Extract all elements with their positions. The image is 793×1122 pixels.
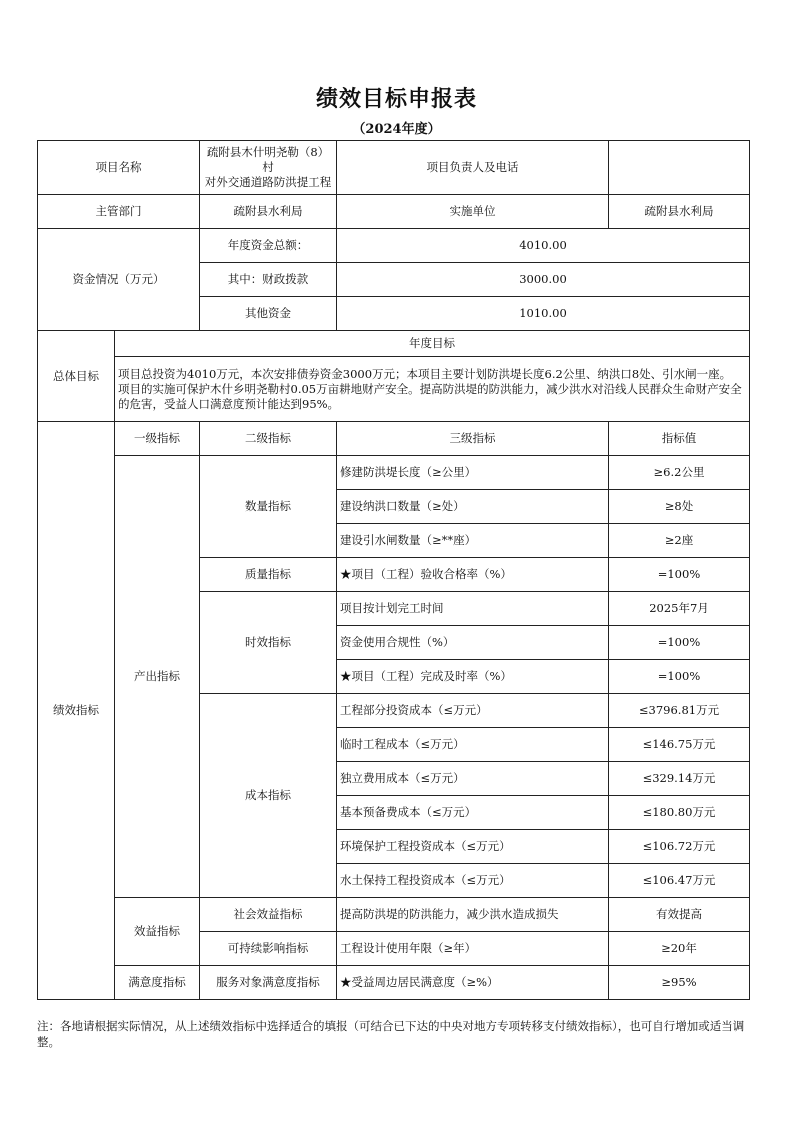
dept-row bbox=[38, 195, 750, 229]
performance-form-table bbox=[37, 140, 750, 1000]
perf-label: 绩效指标 bbox=[38, 422, 115, 1000]
indicator-value: ≥20年 bbox=[609, 932, 750, 966]
funds-fiscal-value: 3000.00 bbox=[337, 263, 750, 297]
responsible-label: 项目负责人及电话 bbox=[337, 141, 609, 195]
indicator-name: 建设纳洪口数量（≥处） bbox=[337, 490, 609, 524]
indicator-value: ≤106.47万元 bbox=[609, 864, 750, 898]
indicator-name: 工程部分投资成本（≤万元） bbox=[337, 694, 609, 728]
project-name-line1: 疏附县木什明尧勒（8）村 bbox=[206, 145, 330, 174]
indicator-value: ≥95% bbox=[609, 966, 750, 1000]
indicator-name: 基本预备费成本（≤万元） bbox=[337, 796, 609, 830]
funds-label: 资金情况（万元） bbox=[38, 229, 200, 331]
timeliness-label: 时效指标 bbox=[200, 592, 337, 694]
indicator-value: ≤329.14万元 bbox=[609, 762, 750, 796]
social-label: 社会效益指标 bbox=[200, 898, 337, 932]
output-label: 产出指标 bbox=[115, 456, 200, 898]
dept-label: 主管部门 bbox=[38, 195, 200, 229]
funds-fiscal-label: 其中：财政拨款 bbox=[200, 263, 337, 297]
cost-label: 成本指标 bbox=[200, 694, 337, 898]
funds-total-row bbox=[38, 229, 750, 263]
satisfaction-label: 满意度指标 bbox=[115, 966, 200, 1000]
indicator-value: 有效提高 bbox=[609, 898, 750, 932]
indicator-value: =100% bbox=[609, 626, 750, 660]
indicator-value: ≤3796.81万元 bbox=[609, 694, 750, 728]
indicator-value: =100% bbox=[609, 558, 750, 592]
indicator-name: 独立费用成本（≤万元） bbox=[337, 762, 609, 796]
funds-total-value: 4010.00 bbox=[337, 229, 750, 263]
sustain-label: 可持续影响指标 bbox=[200, 932, 337, 966]
impl-value: 疏附县水利局 bbox=[609, 195, 750, 229]
indicator-name: 项目按计划完工时间 bbox=[337, 592, 609, 626]
indicator-name: 资金使用合规性（%） bbox=[337, 626, 609, 660]
indicator-value: ≤106.72万元 bbox=[609, 830, 750, 864]
service-label: 服务对象满意度指标 bbox=[200, 966, 337, 1000]
indicator-name: ★项目（工程）验收合格率（%） bbox=[337, 558, 609, 592]
funds-total-label: 年度资金总额： bbox=[200, 229, 337, 263]
project-name-line2: 对外交通道路防洪提工程 bbox=[204, 175, 332, 189]
goal-header: 年度目标 bbox=[115, 331, 750, 357]
goal-header-row bbox=[38, 331, 750, 357]
quantity-label: 数量指标 bbox=[200, 456, 337, 558]
table-row bbox=[38, 966, 750, 1000]
indicator-name: 修建防洪堤长度（≥公里） bbox=[337, 456, 609, 490]
perf-header-row bbox=[38, 422, 750, 456]
responsible-value bbox=[609, 141, 750, 195]
perf-col1: 一级指标 bbox=[115, 422, 200, 456]
indicator-name: ★受益周边居民满意度（≥%） bbox=[337, 966, 609, 1000]
project-name-row bbox=[38, 141, 750, 195]
perf-col4: 指标值 bbox=[609, 422, 750, 456]
perf-col3: 三级指标 bbox=[337, 422, 609, 456]
funds-other-label: 其他资金 bbox=[200, 297, 337, 331]
year-subtitle: （2024年度） bbox=[352, 122, 441, 137]
indicator-value: ≥6.2公里 bbox=[609, 456, 750, 490]
indicator-name: 水土保持工程投资成本（≤万元） bbox=[337, 864, 609, 898]
impl-label: 实施单位 bbox=[337, 195, 609, 229]
indicator-name: 建设引水闸数量（≥**座） bbox=[337, 524, 609, 558]
indicator-name: 临时工程成本（≤万元） bbox=[337, 728, 609, 762]
table-row bbox=[38, 898, 750, 932]
indicator-name: 提高防洪堤的防洪能力，减少洪水造成损失 bbox=[337, 898, 609, 932]
goal-text: 项目总投资为4010万元，本次安排债券资金3000万元；本项目主要计划防洪堤长度6.2公里、纳洪口8处、引水闸一座。 项目的实施可保护木什乡明尧勒村0.05万亩耕地财产安全。提高防洪堤的防洪能力，减少洪水对沿线人民群众生命财产安全的危害，受益人口满意度预计能达到95%。 bbox=[115, 357, 750, 422]
indicator-value: ≥2座 bbox=[609, 524, 750, 558]
benefit-label: 效益指标 bbox=[115, 898, 200, 966]
page-title: 绩效目标申报表 bbox=[315, 86, 477, 112]
project-name-label: 项目名称 bbox=[38, 141, 200, 195]
indicator-name: 环境保护工程投资成本（≤万元） bbox=[337, 830, 609, 864]
quality-label: 质量指标 bbox=[200, 558, 337, 592]
indicator-value: =100% bbox=[609, 660, 750, 694]
indicator-value: ≥8处 bbox=[609, 490, 750, 524]
footnote: 注：各地请根据实际情况，从上述绩效指标中选择适合的填报（可结合已下达的中央对地方专项转移支付绩效指标），也可自行增加或适当调整。 bbox=[37, 1019, 745, 1049]
project-name-value bbox=[200, 141, 337, 195]
indicator-value: ≤180.80万元 bbox=[609, 796, 750, 830]
perf-col2: 二级指标 bbox=[200, 422, 337, 456]
indicator-name: ★项目（工程）完成及时率（%） bbox=[337, 660, 609, 694]
dept-value: 疏附县水利局 bbox=[200, 195, 337, 229]
indicator-value: 2025年7月 bbox=[609, 592, 750, 626]
funds-other-value: 1010.00 bbox=[337, 297, 750, 331]
indicator-name: 工程设计使用年限（≥年） bbox=[337, 932, 609, 966]
goal-label: 总体目标 bbox=[38, 331, 115, 422]
goal-text-row bbox=[38, 357, 750, 422]
indicator-value: ≤146.75万元 bbox=[609, 728, 750, 762]
table-row bbox=[38, 456, 750, 490]
